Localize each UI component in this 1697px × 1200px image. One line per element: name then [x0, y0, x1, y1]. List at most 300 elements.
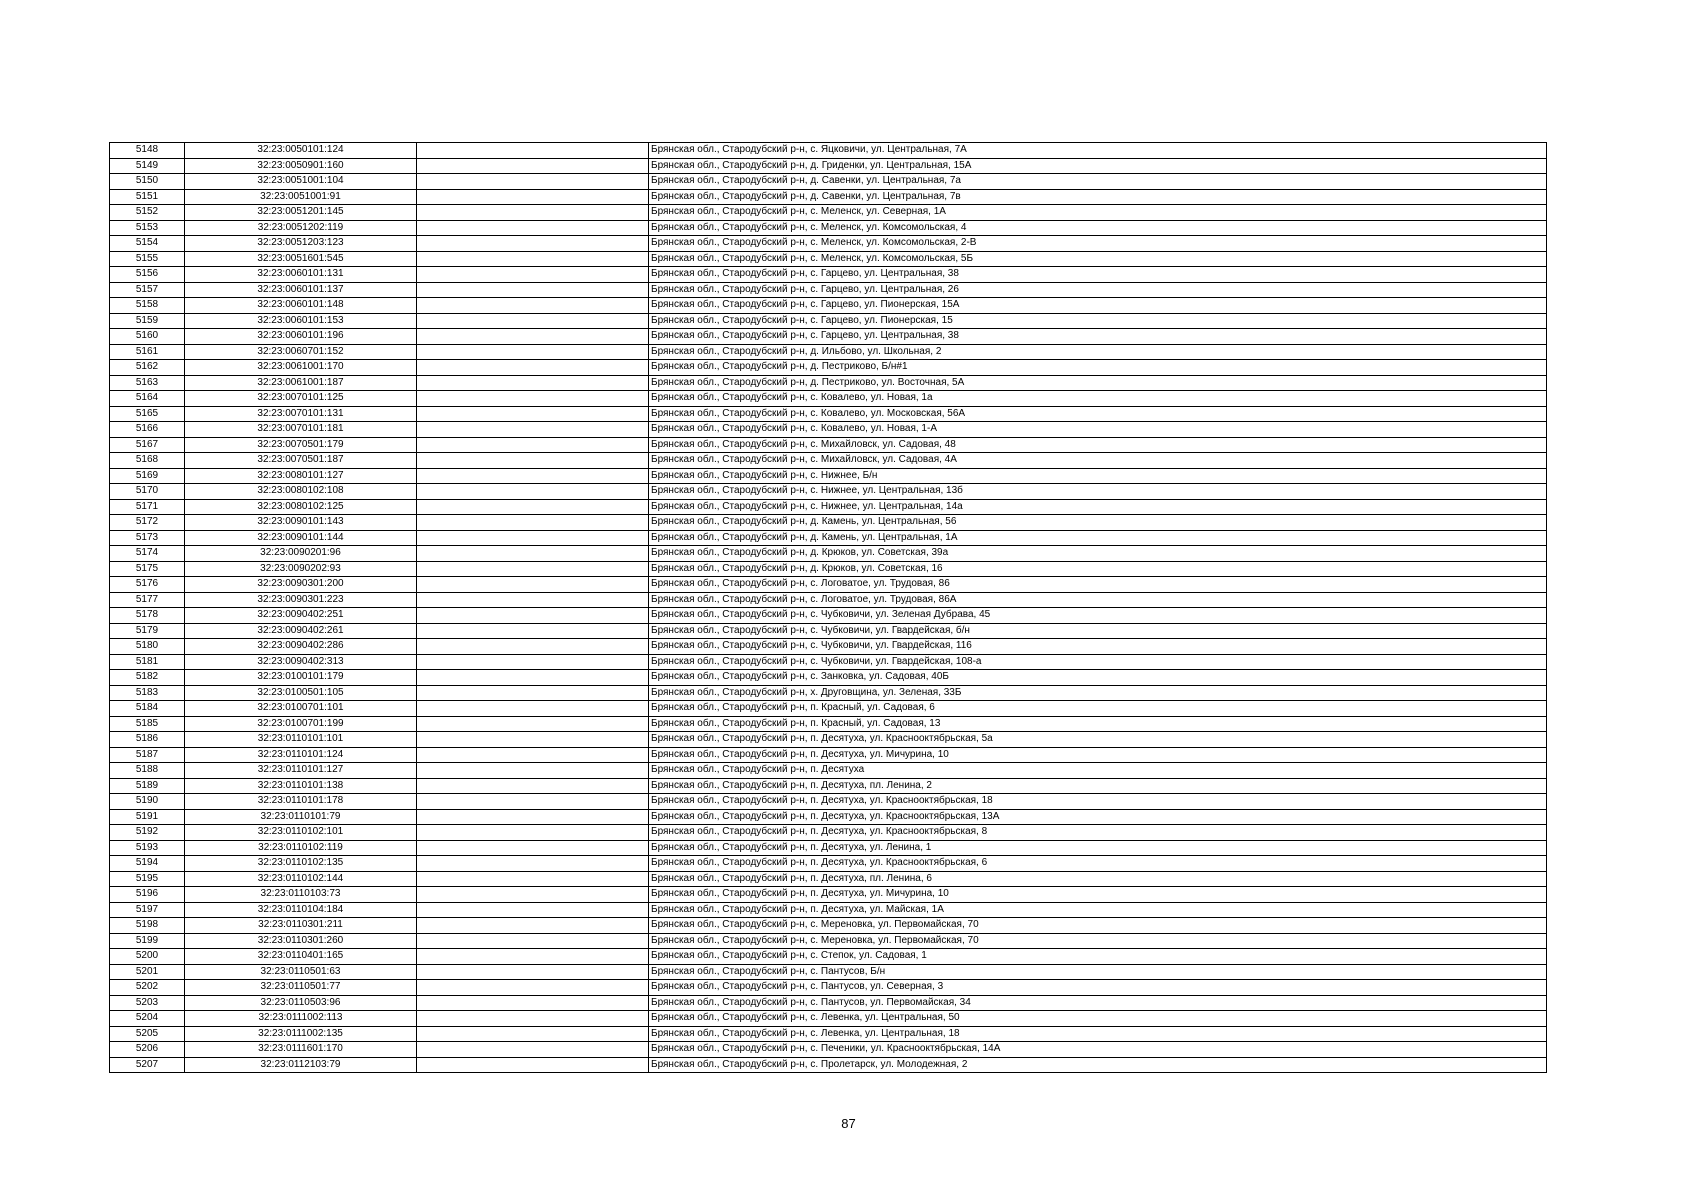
cadastral-number-cell: 32:23:0110102:135 — [185, 856, 417, 872]
address-cell: Брянская обл., Стародубский р-н, с. Пантусов, Б/н — [649, 964, 1547, 980]
empty-cell — [417, 918, 649, 934]
address-cell: Брянская обл., Стародубский р-н, д. Пестриково, Б/н#1 — [649, 360, 1547, 376]
cadastral-number-cell: 32:23:0110301:260 — [185, 933, 417, 949]
address-cell: Брянская обл., Стародубский р-н, с. Пантусов, ул. Северная, 3 — [649, 980, 1547, 996]
address-cell: Брянская обл., Стародубский р-н, с. Левенка, ул. Центральная, 18 — [649, 1026, 1547, 1042]
table-row — [110, 964, 1547, 980]
table-row — [110, 654, 1547, 670]
address-cell: Брянская обл., Стародубский р-н, с. Ковалево, ул. Новая, 1-А — [649, 422, 1547, 438]
address-cell: Брянская обл., Стародубский р-н, п. Десятуха, ул. Краснооктябрьская, 8 — [649, 825, 1547, 841]
cadastral-number-cell: 32:23:0080102:108 — [185, 484, 417, 500]
address-cell: Брянская обл., Стародубский р-н, п. Десятуха, ул. Ленина, 1 — [649, 840, 1547, 856]
row-number-cell: 5157 — [110, 282, 185, 298]
cadastral-number-cell: 32:23:0110101:101 — [185, 732, 417, 748]
empty-cell — [417, 189, 649, 205]
address-cell: Брянская обл., Стародубский р-н, п. Десятуха, ул. Краснооктябрьская, 5а — [649, 732, 1547, 748]
address-cell: Брянская обл., Стародубский р-н, х. Друговщина, ул. Зеленая, 33Б — [649, 685, 1547, 701]
empty-cell — [417, 236, 649, 252]
row-number-cell: 5156 — [110, 267, 185, 283]
cadastral-number-cell: 32:23:0110102:101 — [185, 825, 417, 841]
row-number-cell: 5182 — [110, 670, 185, 686]
address-cell: Брянская обл., Стародубский р-н, с. Гарцево, ул. Пионерская, 15А — [649, 298, 1547, 314]
row-number-cell: 5149 — [110, 158, 185, 174]
empty-cell — [417, 499, 649, 515]
row-number-cell: 5155 — [110, 251, 185, 267]
row-number-cell: 5188 — [110, 763, 185, 779]
cadastral-number-cell: 32:23:0090301:200 — [185, 577, 417, 593]
cadastral-number-cell: 32:23:0110102:119 — [185, 840, 417, 856]
address-cell: Брянская обл., Стародубский р-н, с. Пантусов, ул. Первомайская, 34 — [649, 995, 1547, 1011]
empty-cell — [417, 406, 649, 422]
row-number-cell: 5200 — [110, 949, 185, 965]
table-row — [110, 701, 1547, 717]
cadastral-number-cell: 32:23:0110101:178 — [185, 794, 417, 810]
row-number-cell: 5199 — [110, 933, 185, 949]
table-row — [110, 918, 1547, 934]
cadastral-number-cell: 32:23:0110101:127 — [185, 763, 417, 779]
row-number-cell: 5162 — [110, 360, 185, 376]
address-cell: Брянская обл., Стародубский р-н, д. Камень, ул. Центральная, 1А — [649, 530, 1547, 546]
empty-cell — [417, 344, 649, 360]
address-cell: Брянская обл., Стародубский р-н, с. Нижнее, ул. Центральная, 13б — [649, 484, 1547, 500]
row-number-cell: 5202 — [110, 980, 185, 996]
address-cell: Брянская обл., Стародубский р-н, с. Михайловск, ул. Садовая, 48 — [649, 437, 1547, 453]
table-row — [110, 778, 1547, 794]
row-number-cell: 5181 — [110, 654, 185, 670]
empty-cell — [417, 220, 649, 236]
empty-cell — [417, 716, 649, 732]
cadastral-number-cell: 32:23:0051001:104 — [185, 174, 417, 190]
empty-cell — [417, 933, 649, 949]
row-number-cell: 5160 — [110, 329, 185, 345]
table-row — [110, 623, 1547, 639]
address-cell: Брянская обл., Стародубский р-н, с. Гарцево, ул. Центральная, 38 — [649, 267, 1547, 283]
row-number-cell: 5150 — [110, 174, 185, 190]
address-cell: Брянская обл., Стародубский р-н, д. Ильбово, ул. Школьная, 2 — [649, 344, 1547, 360]
table-row — [110, 809, 1547, 825]
address-cell: Брянская обл., Стародубский р-н, с. Меленск, ул. Комсомольская, 4 — [649, 220, 1547, 236]
row-number-cell: 5158 — [110, 298, 185, 314]
cadastral-number-cell: 32:23:0090402:286 — [185, 639, 417, 655]
empty-cell — [417, 468, 649, 484]
empty-cell — [417, 453, 649, 469]
address-cell: Брянская обл., Стародубский р-н, с. Меленск, ул. Комсомольская, 2-В — [649, 236, 1547, 252]
table-row — [110, 980, 1547, 996]
table-row — [110, 360, 1547, 376]
empty-cell — [417, 267, 649, 283]
row-number-cell: 5163 — [110, 375, 185, 391]
empty-cell — [417, 856, 649, 872]
row-number-cell: 5174 — [110, 546, 185, 562]
empty-cell — [417, 871, 649, 887]
cadastral-number-cell: 32:23:0050901:160 — [185, 158, 417, 174]
address-cell: Брянская обл., Стародубский р-н, п. Десятуха — [649, 763, 1547, 779]
address-cell: Брянская обл., Стародубский р-н, п. Красный, ул. Садовая, 13 — [649, 716, 1547, 732]
address-cell: Брянская обл., Стародубский р-н, с. Степок, ул. Садовая, 1 — [649, 949, 1547, 965]
address-cell: Брянская обл., Стародубский р-н, с. Левенка, ул. Центральная, 50 — [649, 1011, 1547, 1027]
address-cell: Брянская обл., Стародубский р-н, п. Десятуха, ул. Краснооктябрьская, 18 — [649, 794, 1547, 810]
address-cell: Брянская обл., Стародубский р-н, д. Крюков, ул. Советская, 39а — [649, 546, 1547, 562]
address-cell: Брянская обл., Стародубский р-н, с. Гарцево, ул. Пионерская, 15 — [649, 313, 1547, 329]
address-cell: Брянская обл., Стародубский р-н, п. Десятуха, ул. Краснооктябрьская, 6 — [649, 856, 1547, 872]
empty-cell — [417, 484, 649, 500]
table-row — [110, 871, 1547, 887]
row-number-cell: 5198 — [110, 918, 185, 934]
empty-cell — [417, 995, 649, 1011]
table-row — [110, 453, 1547, 469]
table-row — [110, 391, 1547, 407]
cadastral-number-cell: 32:23:0112103:79 — [185, 1057, 417, 1073]
empty-cell — [417, 964, 649, 980]
empty-cell — [417, 1042, 649, 1058]
row-number-cell: 5171 — [110, 499, 185, 515]
empty-cell — [417, 1026, 649, 1042]
cadastral-number-cell: 32:23:0110503:96 — [185, 995, 417, 1011]
table-row — [110, 189, 1547, 205]
row-number-cell: 5201 — [110, 964, 185, 980]
row-number-cell: 5178 — [110, 608, 185, 624]
table-row — [110, 840, 1547, 856]
empty-cell — [417, 608, 649, 624]
empty-cell — [417, 902, 649, 918]
empty-cell — [417, 422, 649, 438]
address-cell: Брянская обл., Стародубский р-н, с. Гарцево, ул. Центральная, 38 — [649, 329, 1547, 345]
row-number-cell: 5195 — [110, 871, 185, 887]
address-cell: Брянская обл., Стародубский р-н, с. Нижнее, Б/н — [649, 468, 1547, 484]
table-row — [110, 546, 1547, 562]
cadastral-number-cell: 32:23:0060101:153 — [185, 313, 417, 329]
cadastral-number-cell: 32:23:0090202:93 — [185, 561, 417, 577]
property-table-body — [110, 143, 1547, 1073]
empty-cell — [417, 391, 649, 407]
cadastral-number-cell: 32:23:0070101:125 — [185, 391, 417, 407]
cadastral-number-cell: 32:23:0051203:123 — [185, 236, 417, 252]
table-row — [110, 143, 1547, 159]
table-row — [110, 763, 1547, 779]
row-number-cell: 5205 — [110, 1026, 185, 1042]
table-row — [110, 1011, 1547, 1027]
row-number-cell: 5168 — [110, 453, 185, 469]
row-number-cell: 5204 — [110, 1011, 185, 1027]
empty-cell — [417, 825, 649, 841]
table-row — [110, 933, 1547, 949]
cadastral-number-cell: 32:23:0110101:138 — [185, 778, 417, 794]
cadastral-number-cell: 32:23:0080102:125 — [185, 499, 417, 515]
cadastral-number-cell: 32:23:0110301:211 — [185, 918, 417, 934]
empty-cell — [417, 251, 649, 267]
cadastral-number-cell: 32:23:0110101:124 — [185, 747, 417, 763]
empty-cell — [417, 701, 649, 717]
cadastral-number-cell: 32:23:0070501:179 — [185, 437, 417, 453]
row-number-cell: 5167 — [110, 437, 185, 453]
empty-cell — [417, 747, 649, 763]
table-row — [110, 794, 1547, 810]
table-row — [110, 1026, 1547, 1042]
empty-cell — [417, 639, 649, 655]
address-cell: Брянская обл., Стародубский р-н, д. Пестриково, ул. Восточная, 5А — [649, 375, 1547, 391]
address-cell: Брянская обл., Стародубский р-н, с. Михайловск, ул. Садовая, 4А — [649, 453, 1547, 469]
empty-cell — [417, 592, 649, 608]
table-row — [110, 530, 1547, 546]
cadastral-number-cell: 32:23:0090402:251 — [185, 608, 417, 624]
address-cell: Брянская обл., Стародубский р-н, с. Мереновка, ул. Первомайская, 70 — [649, 933, 1547, 949]
table-row — [110, 902, 1547, 918]
empty-cell — [417, 887, 649, 903]
empty-cell — [417, 654, 649, 670]
cadastral-number-cell: 32:23:0111002:113 — [185, 1011, 417, 1027]
table-row — [110, 685, 1547, 701]
empty-cell — [417, 949, 649, 965]
cadastral-number-cell: 32:23:0100701:101 — [185, 701, 417, 717]
empty-cell — [417, 670, 649, 686]
row-number-cell: 5189 — [110, 778, 185, 794]
table-row — [110, 1057, 1547, 1073]
cadastral-number-cell: 32:23:0090301:223 — [185, 592, 417, 608]
address-cell: Брянская обл., Стародубский р-н, с. Занковка, ул. Садовая, 40Б — [649, 670, 1547, 686]
table-row — [110, 732, 1547, 748]
table-row — [110, 174, 1547, 190]
cadastral-number-cell: 32:23:0080101:127 — [185, 468, 417, 484]
address-cell: Брянская обл., Стародубский р-н, с. Чубковичи, ул. Зеленая Дубрава, 45 — [649, 608, 1547, 624]
empty-cell — [417, 329, 649, 345]
row-number-cell: 5196 — [110, 887, 185, 903]
address-cell: Брянская обл., Стародубский р-н, д. Савенки, ул. Центральная, 7а — [649, 174, 1547, 190]
row-number-cell: 5187 — [110, 747, 185, 763]
cadastral-number-cell: 32:23:0060701:152 — [185, 344, 417, 360]
address-cell: Брянская обл., Стародубский р-н, д. Савенки, ул. Центральная, 7в — [649, 189, 1547, 205]
table-row — [110, 329, 1547, 345]
empty-cell — [417, 375, 649, 391]
table-row — [110, 313, 1547, 329]
table-row — [110, 592, 1547, 608]
empty-cell — [417, 205, 649, 221]
row-number-cell: 5191 — [110, 809, 185, 825]
empty-cell — [417, 980, 649, 996]
table-row — [110, 267, 1547, 283]
empty-cell — [417, 143, 649, 159]
row-number-cell: 5179 — [110, 623, 185, 639]
table-row — [110, 670, 1547, 686]
page-number: 87 — [841, 1116, 856, 1131]
cadastral-number-cell: 32:23:0090402:261 — [185, 623, 417, 639]
empty-cell — [417, 794, 649, 810]
address-cell: Брянская обл., Стародубский р-н, с. Ковалево, ул. Новая, 1а — [649, 391, 1547, 407]
address-cell: Брянская обл., Стародубский р-н, с. Чубковичи, ул. Гвардейская, 116 — [649, 639, 1547, 655]
address-cell: Брянская обл., Стародубский р-н, д. Крюков, ул. Советская, 16 — [649, 561, 1547, 577]
address-cell: Брянская обл., Стародубский р-н, п. Десятуха, пл. Ленина, 6 — [649, 871, 1547, 887]
empty-cell — [417, 158, 649, 174]
row-number-cell: 5180 — [110, 639, 185, 655]
cadastral-number-cell: 32:23:0110101:79 — [185, 809, 417, 825]
cadastral-number-cell: 32:23:0070501:187 — [185, 453, 417, 469]
row-number-cell: 5173 — [110, 530, 185, 546]
address-cell: Брянская обл., Стародубский р-н, д. Гриденки, ул. Центральная, 15А — [649, 158, 1547, 174]
table-row — [110, 499, 1547, 515]
table-row — [110, 375, 1547, 391]
table-row — [110, 205, 1547, 221]
table-row — [110, 236, 1547, 252]
empty-cell — [417, 546, 649, 562]
table-row — [110, 949, 1547, 965]
cadastral-number-cell: 32:23:0051001:91 — [185, 189, 417, 205]
address-cell: Брянская обл., Стародубский р-н, с. Меленск, ул. Северная, 1А — [649, 205, 1547, 221]
empty-cell — [417, 577, 649, 593]
address-cell: Брянская обл., Стародубский р-н, с. Чубковичи, ул. Гвардейская, б/н — [649, 623, 1547, 639]
address-cell: Брянская обл., Стародубский р-н, с. Чубковичи, ул. Гвардейская, 108-а — [649, 654, 1547, 670]
cadastral-number-cell: 32:23:0060101:137 — [185, 282, 417, 298]
property-table — [109, 142, 1547, 1073]
cadastral-number-cell: 32:23:0100501:105 — [185, 685, 417, 701]
empty-cell — [417, 840, 649, 856]
cadastral-number-cell: 32:23:0070101:181 — [185, 422, 417, 438]
table-row — [110, 298, 1547, 314]
cadastral-number-cell: 32:23:0090101:143 — [185, 515, 417, 531]
empty-cell — [417, 561, 649, 577]
cadastral-number-cell: 32:23:0060101:148 — [185, 298, 417, 314]
address-cell: Брянская обл., Стародубский р-н, п. Десятуха, пл. Ленина, 2 — [649, 778, 1547, 794]
address-cell: Брянская обл., Стародубский р-н, п. Десятуха, ул. Мичурина, 10 — [649, 887, 1547, 903]
row-number-cell: 5207 — [110, 1057, 185, 1073]
cadastral-number-cell: 32:23:0060101:131 — [185, 267, 417, 283]
cadastral-number-cell: 32:23:0110401:165 — [185, 949, 417, 965]
table-row — [110, 406, 1547, 422]
table-row — [110, 158, 1547, 174]
cadastral-number-cell: 32:23:0111601:170 — [185, 1042, 417, 1058]
empty-cell — [417, 778, 649, 794]
cadastral-number-cell: 32:23:0090201:96 — [185, 546, 417, 562]
cadastral-number-cell: 32:23:0100701:199 — [185, 716, 417, 732]
row-number-cell: 5148 — [110, 143, 185, 159]
cadastral-number-cell: 32:23:0070101:131 — [185, 406, 417, 422]
address-cell: Брянская обл., Стародубский р-н, п. Десятуха, ул. Майская, 1А — [649, 902, 1547, 918]
cadastral-number-cell: 32:23:0110501:77 — [185, 980, 417, 996]
address-cell: Брянская обл., Стародубский р-н, д. Камень, ул. Центральная, 56 — [649, 515, 1547, 531]
table-row — [110, 747, 1547, 763]
row-number-cell: 5190 — [110, 794, 185, 810]
table-row — [110, 716, 1547, 732]
table-row — [110, 639, 1547, 655]
cadastral-number-cell: 32:23:0110103:73 — [185, 887, 417, 903]
cadastral-number-cell: 32:23:0100101:179 — [185, 670, 417, 686]
cadastral-number-cell: 32:23:0061001:170 — [185, 360, 417, 376]
address-cell: Брянская обл., Стародубский р-н, с. Гарцево, ул. Центральная, 26 — [649, 282, 1547, 298]
row-number-cell: 5186 — [110, 732, 185, 748]
row-number-cell: 5170 — [110, 484, 185, 500]
row-number-cell: 5152 — [110, 205, 185, 221]
table-row — [110, 515, 1547, 531]
table-row — [110, 282, 1547, 298]
cadastral-number-cell: 32:23:0051201:145 — [185, 205, 417, 221]
row-number-cell: 5184 — [110, 701, 185, 717]
table-row — [110, 1042, 1547, 1058]
cadastral-number-cell: 32:23:0110104:184 — [185, 902, 417, 918]
cadastral-number-cell: 32:23:0051202:119 — [185, 220, 417, 236]
address-cell: Брянская обл., Стародубский р-н, п. Десятуха, ул. Мичурина, 10 — [649, 747, 1547, 763]
empty-cell — [417, 515, 649, 531]
empty-cell — [417, 174, 649, 190]
row-number-cell: 5151 — [110, 189, 185, 205]
cadastral-number-cell: 32:23:0061001:187 — [185, 375, 417, 391]
cadastral-number-cell: 32:23:0110501:63 — [185, 964, 417, 980]
empty-cell — [417, 1011, 649, 1027]
table-row — [110, 220, 1547, 236]
address-cell: Брянская обл., Стародубский р-н, с. Печеники, ул. Краснооктябрьская, 14А — [649, 1042, 1547, 1058]
row-number-cell: 5177 — [110, 592, 185, 608]
table-row — [110, 422, 1547, 438]
row-number-cell: 5169 — [110, 468, 185, 484]
row-number-cell: 5203 — [110, 995, 185, 1011]
row-number-cell: 5185 — [110, 716, 185, 732]
cadastral-number-cell: 32:23:0050101:124 — [185, 143, 417, 159]
row-number-cell: 5183 — [110, 685, 185, 701]
address-cell: Брянская обл., Стародубский р-н, с. Мереновка, ул. Первомайская, 70 — [649, 918, 1547, 934]
row-number-cell: 5175 — [110, 561, 185, 577]
row-number-cell: 5206 — [110, 1042, 185, 1058]
row-number-cell: 5166 — [110, 422, 185, 438]
row-number-cell: 5194 — [110, 856, 185, 872]
empty-cell — [417, 282, 649, 298]
cadastral-number-cell: 32:23:0110102:144 — [185, 871, 417, 887]
empty-cell — [417, 1057, 649, 1073]
cadastral-number-cell: 32:23:0060101:196 — [185, 329, 417, 345]
address-cell: Брянская обл., Стародубский р-н, с. Нижнее, ул. Центральная, 14а — [649, 499, 1547, 515]
empty-cell — [417, 530, 649, 546]
row-number-cell: 5193 — [110, 840, 185, 856]
row-number-cell: 5172 — [110, 515, 185, 531]
table-row — [110, 577, 1547, 593]
row-number-cell: 5165 — [110, 406, 185, 422]
row-number-cell: 5164 — [110, 391, 185, 407]
address-cell: Брянская обл., Стародубский р-н, с. Ковалево, ул. Московская, 56А — [649, 406, 1547, 422]
table-row — [110, 995, 1547, 1011]
empty-cell — [417, 809, 649, 825]
address-cell: Брянская обл., Стародубский р-н, с. Яцковичи, ул. Центральная, 7А — [649, 143, 1547, 159]
empty-cell — [417, 763, 649, 779]
table-row — [110, 344, 1547, 360]
table-row — [110, 887, 1547, 903]
table-row — [110, 561, 1547, 577]
address-cell: Брянская обл., Стародубский р-н, с. Меленск, ул. Комсомольская, 5Б — [649, 251, 1547, 267]
address-cell: Брянская обл., Стародубский р-н, с. Логоватое, ул. Трудовая, 86 — [649, 577, 1547, 593]
cadastral-number-cell: 32:23:0051601:545 — [185, 251, 417, 267]
table-row — [110, 856, 1547, 872]
address-cell: Брянская обл., Стародубский р-н, п. Десятуха, ул. Краснооктябрьская, 13А — [649, 809, 1547, 825]
row-number-cell: 5176 — [110, 577, 185, 593]
row-number-cell: 5153 — [110, 220, 185, 236]
row-number-cell: 5159 — [110, 313, 185, 329]
empty-cell — [417, 732, 649, 748]
empty-cell — [417, 360, 649, 376]
row-number-cell: 5161 — [110, 344, 185, 360]
table-row — [110, 468, 1547, 484]
row-number-cell: 5192 — [110, 825, 185, 841]
empty-cell — [417, 298, 649, 314]
row-number-cell: 5154 — [110, 236, 185, 252]
table-row — [110, 825, 1547, 841]
cadastral-number-cell: 32:23:0090402:313 — [185, 654, 417, 670]
empty-cell — [417, 685, 649, 701]
cadastral-number-cell: 32:23:0111002:135 — [185, 1026, 417, 1042]
table-row — [110, 484, 1547, 500]
table-row — [110, 251, 1547, 267]
table-row — [110, 437, 1547, 453]
empty-cell — [417, 313, 649, 329]
address-cell: Брянская обл., Стародубский р-н, с. Пролетарск, ул. Молодежная, 2 — [649, 1057, 1547, 1073]
address-cell: Брянская обл., Стародубский р-н, п. Красный, ул. Садовая, 6 — [649, 701, 1547, 717]
empty-cell — [417, 437, 649, 453]
cadastral-number-cell: 32:23:0090101:144 — [185, 530, 417, 546]
empty-cell — [417, 623, 649, 639]
